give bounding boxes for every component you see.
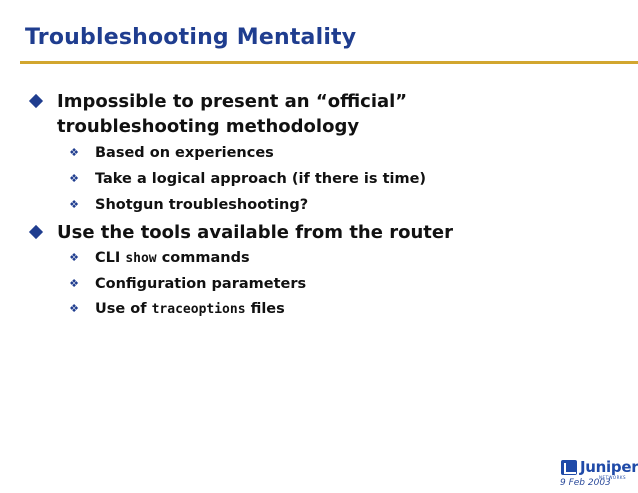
fleur-bullet-icon: ❖	[69, 251, 79, 264]
diamond-bullet-icon	[29, 225, 43, 239]
diamond-bullet-icon	[29, 94, 43, 108]
footer-date: 9 Feb 2003	[560, 478, 611, 488]
sub-bullet-text: Based on experiences	[95, 145, 274, 161]
text-run: Use of	[95, 301, 152, 317]
sub-bullet-text: Take a logical approach (if there is time)	[95, 171, 427, 187]
fleur-bullet-icon: ❖	[69, 198, 79, 211]
code-keyword: show	[125, 251, 157, 266]
logo-subtext: NETWORKS	[599, 475, 627, 480]
sub-bullet-text: Configuration parameters	[95, 276, 307, 292]
logo-text: Juniper	[580, 458, 638, 476]
code-keyword: traceoptions	[151, 302, 246, 317]
text-run: files	[245, 301, 285, 317]
sub-bullet-text: Shotgun troubleshooting?	[95, 197, 309, 213]
title-divider	[20, 61, 638, 64]
fleur-bullet-icon: ❖	[69, 302, 79, 315]
juniper-mark-icon	[561, 460, 577, 475]
text-run: CLI	[95, 250, 126, 266]
fleur-bullet-icon: ❖	[69, 277, 79, 290]
bullet-1-line-1: Impossible to present an “official”	[57, 91, 408, 112]
text-run: commands	[156, 250, 250, 266]
juniper-logo	[561, 458, 638, 476]
sub-bullet-text	[95, 246, 250, 271]
sub-bullet-text	[95, 297, 285, 322]
fleur-bullet-icon: ❖	[69, 172, 79, 185]
bullet-1-line-2: troubleshooting methodology	[57, 116, 360, 137]
fleur-bullet-icon: ❖	[69, 146, 79, 159]
slide-title: Troubleshooting Mentality	[25, 25, 357, 50]
bullet-2-line-1: Use the tools available from the router	[57, 222, 453, 243]
